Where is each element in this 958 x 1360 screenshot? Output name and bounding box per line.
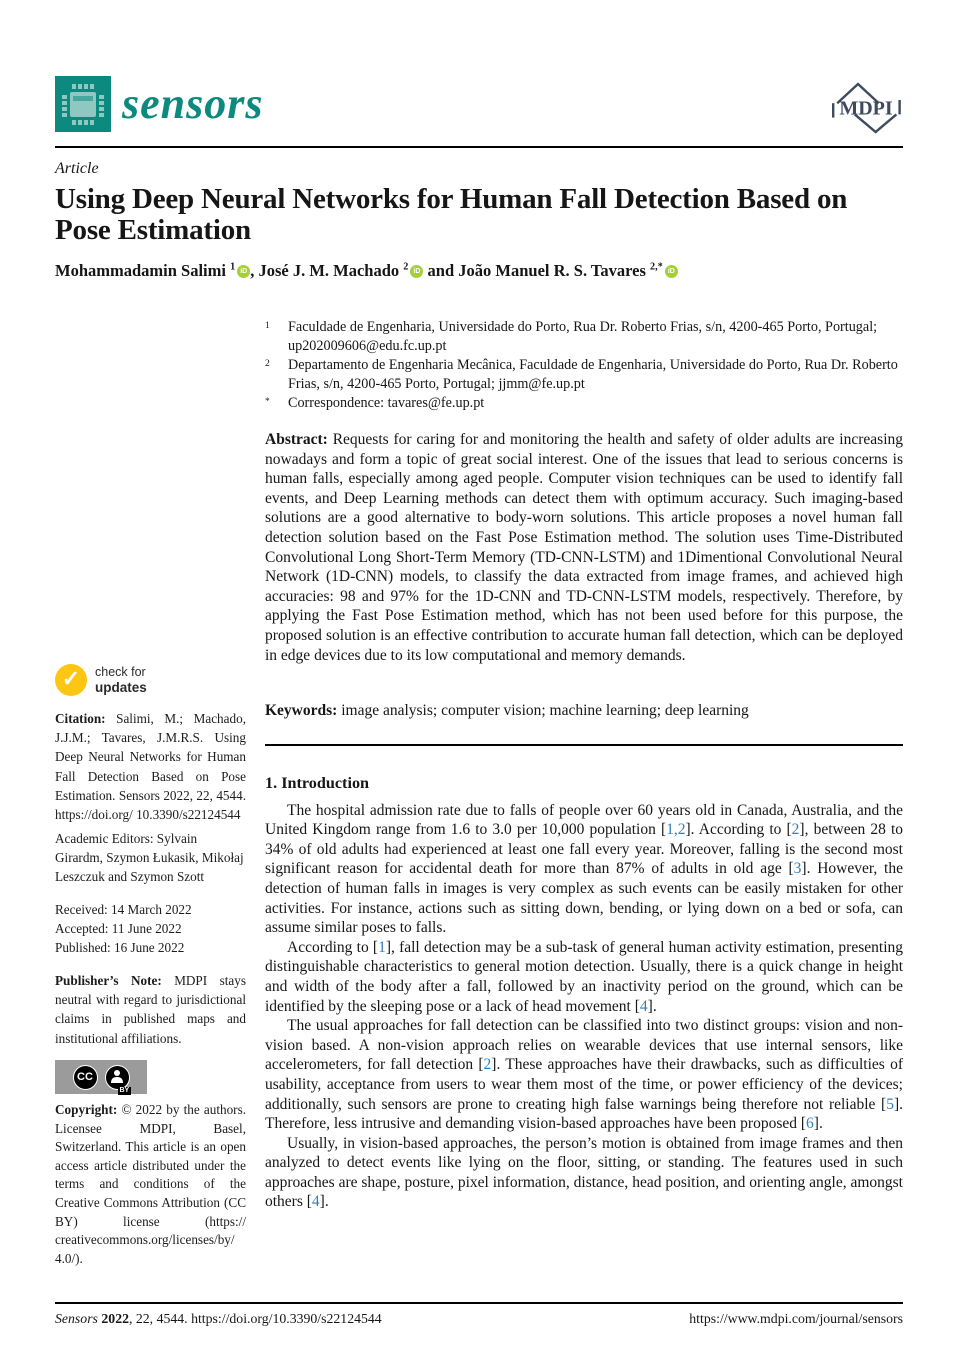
abstract-text: Requests for caring for and monitoring the health and safety of older adults are increasing nowadays and form a topic of great social interest. One of the issues that lead to serious concerns is human falls, especially among aged people. Computer vision techniques can be used to identify fall events, and Deep Learning methods can detect them with optimum accuracy. Such imaging-based solutions are a good alternative to body-worn solutions. This article proposes a novel human fall detection solution based on the Fast Pose Estimation method. The solution uses Time-Distributed Convolutional Long Short-Term Memory (TD-CNN-LSTM) and 1Dimentional Convolutional Neural Network (1D-CNN) models, to classify the data extracted from image frames, and achieved high accuracies: 98 and 97% for the 1D-CNN and TD-CNN-LSTM models, respectively. Therefore, by applying the Fast Pose Estimation method, which has not been used before for this purpose, the proposed solution is an effective contribution to accurate human fall detection, which can be deployed in edge devices due to its low computational and memory demands. (265, 431, 904, 664)
cc-by-person-icon (105, 1065, 130, 1094)
publishers-note-label: Publisher’s Note: (55, 973, 162, 988)
journal-wordmark: sensors (122, 79, 264, 128)
published-date: Published: 16 June 2022 (55, 940, 185, 956)
keywords-label: Keywords: (265, 702, 338, 719)
footer-journal-name: Sensors (55, 1311, 98, 1326)
citation-ref[interactable]: 2 (791, 821, 800, 839)
paper-title: Using Deep Neural Networks for Human Fall Detection Based on Pose Estimation (55, 183, 848, 246)
affiliation-marker: * (265, 397, 270, 407)
affiliation-text: Faculdade de Engenharia, Universidade do Porto, Rua Dr. Roberto Frias, s/n, 4200-465 Porto, Portugal; up202009606@edu.fc.up.pt (288, 319, 878, 354)
affiliation-row (265, 394, 905, 413)
check-for-updates-button[interactable] (55, 664, 245, 700)
history-dates-block (55, 900, 246, 958)
footer-citation-rest: , 22, 4544. https://doi.org/10.3390/s22124544 (128, 1311, 382, 1326)
mdpi-logo[interactable] (826, 78, 906, 138)
citation-ref[interactable]: 1 (378, 938, 386, 956)
received-date: Received: 14 March 2022 (55, 902, 192, 917)
citation-ref[interactable]: 4 (311, 1193, 320, 1211)
accepted-date: Accepted: 11 June 2022 (55, 921, 182, 937)
citation-ref[interactable]: 3 (793, 860, 802, 878)
footer-year: 2022 (101, 1311, 129, 1326)
author: José J. M. Machado $^2$ iD (258, 261, 423, 280)
check-for-updates-line2: updates (95, 680, 147, 695)
citation-ref[interactable]: 4 (639, 997, 648, 1015)
authors-line: Mohammadamin Salimi $^1$ iD , José J. M. Machado $^2$ iD and João Manuel R. S. Tavares $^{2,*}$ iD (55, 261, 903, 281)
author: Mohammadamin Salimi $^1$ iD (55, 261, 250, 280)
article-body (265, 774, 903, 1212)
affiliation-marker: 2 (265, 359, 270, 369)
citation-label: Citation: (55, 711, 106, 726)
publishers-note-text: MDPI stays neutral with regard to jurisdictional claims in published maps and institutional affiliations. (55, 973, 246, 1046)
mdpi-logo-text: MDPI (839, 97, 893, 120)
affiliation-row (265, 318, 905, 356)
header-divider (55, 146, 903, 148)
cc-by-tag: BY (119, 1086, 130, 1094)
affiliations-list (265, 318, 905, 413)
keywords-line (265, 702, 903, 720)
citation-block (55, 709, 246, 824)
affiliation-text: Departamento de Engenharia Mecânica, Faculdade de Engenharia, Universidade do Porto, Rua Dr. Roberto Frias, s/n, 4200-465 Porto, Portugal; jjmm@fe.up.pt (288, 357, 898, 392)
abstract (265, 430, 903, 665)
check-for-updates-label (95, 665, 147, 695)
citation-ref[interactable]: 2 (483, 1056, 492, 1074)
sensors-journal-logo[interactable] (55, 76, 111, 132)
academic-editors-block: Academic Editors: Sylvain Girardm, Szymon Łukasik, Mikołaj Leszczuk and Szymon Szott (55, 831, 244, 885)
body-paragraph: Usually, in vision-based approaches, the person’s motion is obtained from image frames and then analyzed to detect events like lying on the floor, sitting, or standing. The features used in such approaches are shape, posture, pixel information, distance, head position, and orienting angle, amongst others [4]. (265, 1134, 903, 1211)
copyright-label: Copyright: (55, 1102, 118, 1117)
footer-journal-url[interactable]: https://www.mdpi.com/journal/sensors (689, 1311, 903, 1326)
article-type-label: Article (55, 160, 99, 177)
cc-icon: CC (73, 1065, 98, 1090)
footer-divider (55, 1302, 903, 1304)
citation-ref[interactable]: 1,2 (666, 821, 686, 839)
copyright-text: © 2022 by the authors. Licensee MDPI, Basel, Switzerland. This article is an open access article distributed under the terms and conditions of the Creative Commons Attribution (CC BY) license (https:// creativecommons.org/licenses/by/ 4.0/). (55, 1102, 247, 1266)
body-paragraph: According to [1], fall detection may be a sub-task of general human activity estimation, presenting distinguishable characteristics to general motion detection. Usually, there is a quick change in height and width of the body after a fall, followed by an inactivity period on the ground, which can be identified by the sleeping pose or a lack of head movement [4]. (265, 938, 903, 1015)
chip-icon (55, 76, 111, 132)
orcid-icon[interactable]: iD (237, 265, 250, 278)
section-heading: 1. Introduction (265, 774, 370, 792)
citation-ref[interactable]: 5 (886, 1095, 894, 1113)
copyright-block (55, 1101, 246, 1268)
affiliation-text: Correspondence: tavares@fe.up.pt (288, 395, 485, 411)
orcid-icon[interactable]: iD (410, 265, 423, 278)
body-paragraph: The usual approaches for fall detection can be classified into two distinct groups: vision and non-vision based. A non-vision approach relies on wearable devices that use internal sensors, like accelerometers, for fall detection [2]. These approaches have their drawbacks, such as difficulties of usability, acceptance from users to wear them most of the time, or power efficiency of the devices; additionally, such sensors are prone to creating high false warnings being therefore not reliable [5]. Therefore, less intrusive and demanding vision-based approaches have been proposed [6]. (265, 1017, 903, 1133)
author: João Manuel R. S. Tavares $^{2,*}$ iD (458, 261, 678, 280)
keywords-divider (265, 744, 903, 746)
keywords-text: image analysis; computer vision; machine learning; deep learning (341, 702, 749, 719)
check-icon: ✓ (55, 664, 87, 696)
cc-by-license-badge[interactable] (55, 1060, 147, 1094)
affiliation-row (265, 356, 905, 394)
check-for-updates-line1: check for (95, 665, 146, 679)
body-paragraph: The hospital admission rate due to falls of people over 60 years old in Canada, Australia, and the United Kingdom range from 1.6 to 3.0 per 10,000 population [1,2]. According to [2], between 28 to 34% of old adults had experienced at least one fall every year. Moreover, falling is the second most significant reason for accidental death for more than 87% of adults in old age [3]. However, the detection of human falls in images is very complex as such events can be easily mistaken for other activities. For instance, actions such as sitting down, bending, or lying down on a bed or sofa, can assume similar poses to falls. (265, 801, 903, 937)
affiliation-marker: 1 (265, 321, 270, 331)
publishers-note-block (55, 971, 246, 1048)
citation-text: Salimi, M.; Machado, J.J.M.; Tavares, J.M.R.S. Using Deep Neural Networks for Human Fall Detection Based on Pose Estimation. Sensors 2022, 22, 4544. https://doi.org/ 10.3390/s22124544 (55, 711, 246, 823)
citation-ref[interactable]: 6 (806, 1115, 814, 1133)
abstract-label: Abstract: (265, 431, 328, 448)
orcid-icon[interactable]: iD (665, 265, 678, 278)
